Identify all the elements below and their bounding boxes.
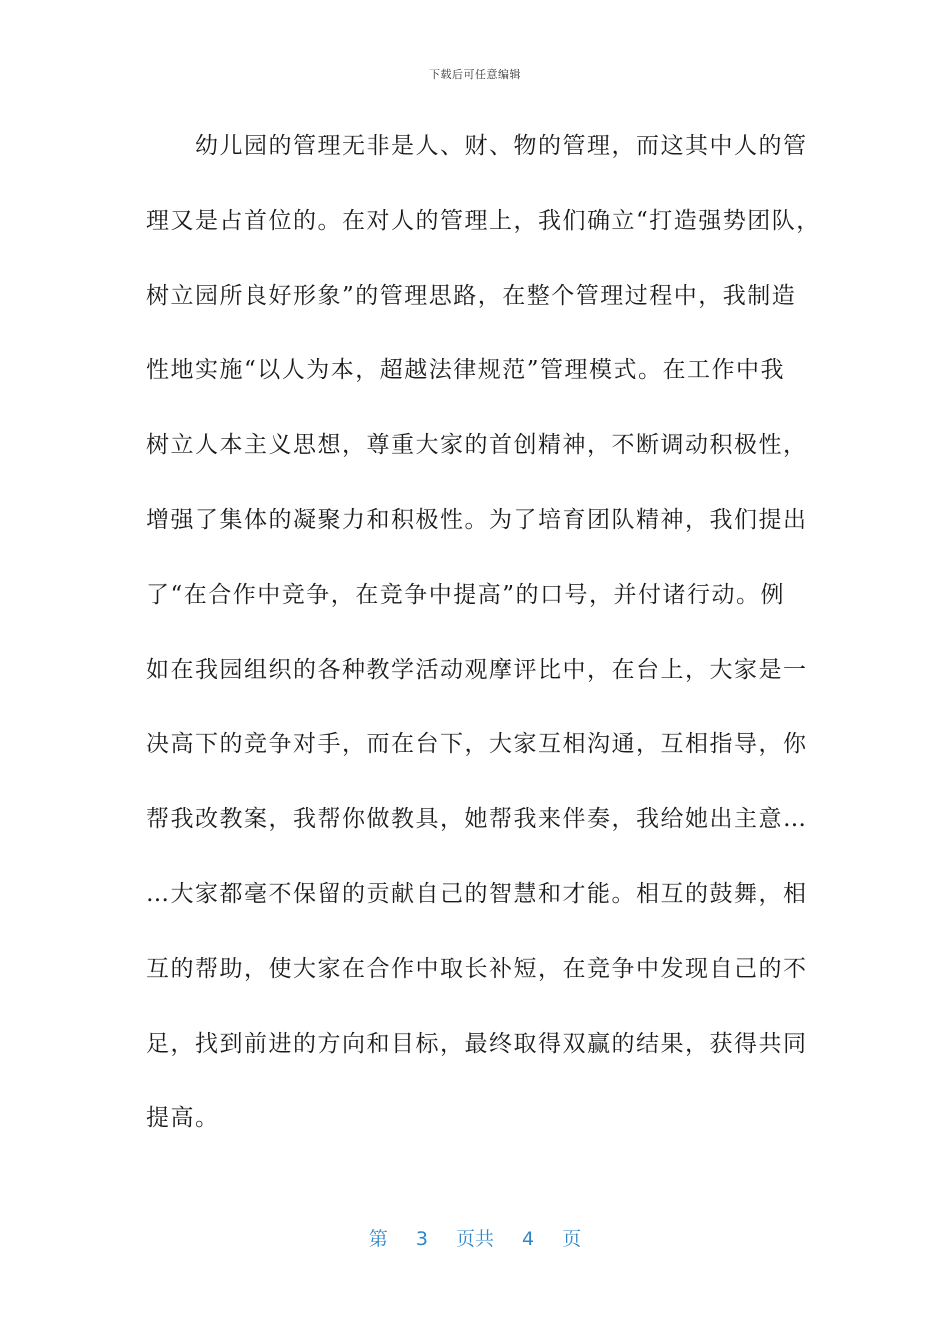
paragraph-line: 增强了集体的凝聚力和积极性。为了培育团队精神，我们提出 xyxy=(146,506,808,533)
paragraph-line: 幼儿园的管理无非是人、财、物的管理，而这其中人的管 xyxy=(146,133,808,159)
paragraph-line: 了“在合作中竞争，在竞争中提高”的口号，并付诸行动。例 xyxy=(146,581,786,608)
paragraph-line: 树立园所良好形象”的管理思路，在整个管理过程中，我制造 xyxy=(146,282,797,309)
paragraph-line: 决高下的竞争对手，而在台下，大家互相沟通，互相指导，你 xyxy=(146,731,808,758)
body-paragraph xyxy=(146,128,821,1175)
paragraph-line: 提高。 xyxy=(146,1105,220,1132)
paragraph-line: 性地实施“以人为本，超越法律规范”管理模式。在工作中我 xyxy=(146,357,786,384)
paragraph-line: 互的帮助，使大家在合作中取长补短，在竞争中发现自己的不 xyxy=(146,955,808,982)
paragraph-line: 帮我改教案，我帮你做教具，她帮我来伴奏，我给她出主意… xyxy=(146,806,808,833)
paragraph-line: 足，找到前进的方向和目标，最终取得双赢的结果，获得共同 xyxy=(146,1030,808,1057)
paragraph-line: …大家都毫不保留的贡献自己的智慧和才能。相互的鼓舞，相 xyxy=(146,880,808,907)
footer-suffix: 页 xyxy=(562,1228,582,1250)
footer-middle: 页共 xyxy=(455,1228,494,1250)
paragraph-line: 树立人本主义思想，尊重大家的首创精神，不断调动积极性， xyxy=(146,432,808,459)
footer-total-pages: 4 xyxy=(522,1228,535,1250)
page-footer xyxy=(0,1224,950,1251)
paragraph-line: 如在我园组织的各种教学活动观摩评比中，在台上，大家是一 xyxy=(146,656,808,683)
header-note: 下载后可任意编辑 xyxy=(429,68,521,81)
paragraph-line: 理又是占首位的。在对人的管理上，我们确立“打造强势团队， xyxy=(146,207,821,234)
footer-current-page: 3 xyxy=(415,1228,428,1250)
footer-prefix: 第 xyxy=(368,1228,388,1250)
